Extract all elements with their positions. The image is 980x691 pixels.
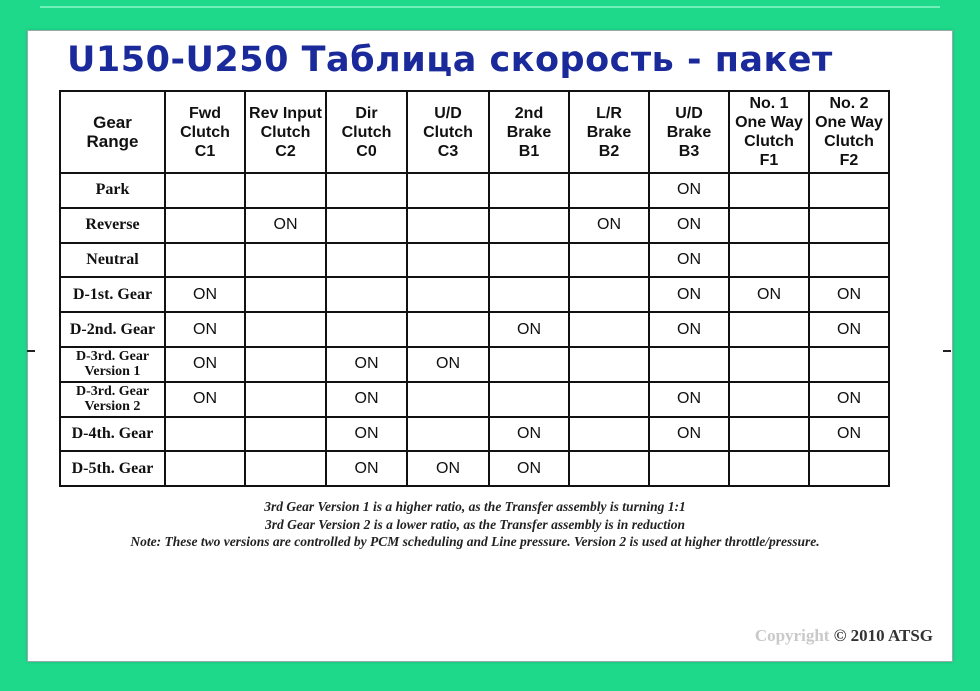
table-cell	[729, 208, 809, 243]
table-cell: ON	[649, 208, 729, 243]
table-cell	[407, 243, 489, 278]
table-cell	[729, 243, 809, 278]
table-cell	[407, 277, 489, 312]
table-row	[60, 208, 889, 243]
table-cell	[326, 173, 407, 208]
table-cell	[489, 208, 569, 243]
top-accent-line	[40, 6, 940, 8]
footnote-version-1: 3rd Gear Version 1 is a higher ratio, as the Transfer assembly is turning 1:1	[264, 499, 686, 514]
header-dir-clutch-c0: Dir Clutch C0	[326, 91, 407, 173]
row-label: D-5th. Gear	[60, 451, 165, 486]
table-cell: ON	[649, 243, 729, 278]
table-cell	[649, 347, 729, 382]
row-label: D-3rd. Gear Version 1	[60, 347, 165, 382]
table-cell: ON	[649, 312, 729, 347]
table-cell	[569, 417, 649, 452]
table-cell	[809, 243, 889, 278]
table-cell: ON	[165, 312, 245, 347]
header-gear-range: Gear Range	[60, 91, 165, 173]
table-cell	[569, 382, 649, 417]
table-row	[60, 382, 889, 417]
table-cell	[729, 382, 809, 417]
row-label: D-2nd. Gear	[60, 312, 165, 347]
table-cell	[649, 451, 729, 486]
table-cell: ON	[407, 451, 489, 486]
table-cell: ON	[165, 347, 245, 382]
table-cell	[165, 243, 245, 278]
left-edge-mark	[27, 350, 35, 352]
table-cell	[407, 208, 489, 243]
table-cell: ON	[729, 277, 809, 312]
table-header-row	[60, 91, 889, 173]
table-cell	[326, 208, 407, 243]
table-cell	[569, 243, 649, 278]
copyright-text: © 2010 ATSG	[833, 626, 933, 645]
table-cell	[809, 208, 889, 243]
table-cell: ON	[649, 382, 729, 417]
table-cell: ON	[165, 382, 245, 417]
table-cell: ON	[649, 417, 729, 452]
row-label: Reverse	[60, 208, 165, 243]
table-cell	[407, 312, 489, 347]
table-cell	[569, 312, 649, 347]
table-cell: ON	[649, 173, 729, 208]
header-one-way-clutch-f1: No. 1 One Way Clutch F1	[729, 91, 809, 173]
header-fwd-clutch-c1: Fwd Clutch C1	[165, 91, 245, 173]
table-cell	[729, 173, 809, 208]
row-label: Neutral	[60, 243, 165, 278]
table-cell: ON	[326, 382, 407, 417]
table-row	[60, 417, 889, 452]
table-cell	[326, 243, 407, 278]
table-cell	[407, 173, 489, 208]
table-cell	[489, 173, 569, 208]
table-cell	[809, 451, 889, 486]
footnote-pcm-note: Note: These two versions are controlled by PCM scheduling and Line pressure. Version 2 is used at higher throttle/pressure.	[130, 534, 820, 549]
table-cell: ON	[569, 208, 649, 243]
table-cell: ON	[407, 347, 489, 382]
table-row	[60, 277, 889, 312]
table-cell: ON	[489, 312, 569, 347]
table-cell	[326, 277, 407, 312]
header-one-way-clutch-f2: No. 2 One Way Clutch F2	[809, 91, 889, 173]
table-cell: ON	[809, 277, 889, 312]
table-cell	[729, 312, 809, 347]
header-2nd-brake-b1: 2nd Brake B1	[489, 91, 569, 173]
copyright	[755, 626, 933, 646]
table-row	[60, 451, 889, 486]
table-cell: ON	[326, 347, 407, 382]
table-cell: ON	[489, 451, 569, 486]
table-cell	[809, 173, 889, 208]
table-cell	[165, 208, 245, 243]
table-cell	[245, 277, 326, 312]
table-cell	[489, 347, 569, 382]
table-cell	[407, 417, 489, 452]
table-cell: ON	[489, 417, 569, 452]
footnotes	[60, 498, 890, 551]
table-row	[60, 312, 889, 347]
table-cell	[165, 173, 245, 208]
table-cell: ON	[809, 417, 889, 452]
table-cell	[729, 347, 809, 382]
header-ud-brake-b3: U/D Brake B3	[649, 91, 729, 173]
gear-range-table	[59, 90, 890, 487]
table-cell	[729, 417, 809, 452]
table-row	[60, 173, 889, 208]
table-cell: ON	[809, 382, 889, 417]
header-rev-input-clutch-c2: Rev Input Clutch C2	[245, 91, 326, 173]
table-cell	[809, 347, 889, 382]
table-cell	[569, 173, 649, 208]
page-title: U150-U250 Таблица скорость - пакет	[67, 40, 833, 80]
table-cell: ON	[649, 277, 729, 312]
row-label: D-3rd. Gear Version 2	[60, 382, 165, 417]
footnote-version-2: 3rd Gear Version 2 is a lower ratio, as the Transfer assembly is in reduction	[265, 516, 685, 532]
table-cell	[245, 173, 326, 208]
table-cell	[569, 277, 649, 312]
header-lr-brake-b2: L/R Brake B2	[569, 91, 649, 173]
table-cell: ON	[326, 451, 407, 486]
table-cell: ON	[809, 312, 889, 347]
table-row	[60, 243, 889, 278]
table-cell	[245, 451, 326, 486]
row-label: D-1st. Gear	[60, 277, 165, 312]
table-cell	[569, 347, 649, 382]
table-cell	[729, 451, 809, 486]
table-body	[60, 173, 889, 486]
table-cell	[165, 417, 245, 452]
table-cell	[245, 417, 326, 452]
header-ud-clutch-c3: U/D Clutch C3	[407, 91, 489, 173]
table-cell	[326, 312, 407, 347]
table-cell	[165, 451, 245, 486]
row-label: Park	[60, 173, 165, 208]
table-cell: ON	[245, 208, 326, 243]
table-cell	[245, 312, 326, 347]
table-row	[60, 347, 889, 382]
table-cell	[489, 243, 569, 278]
table-cell: ON	[326, 417, 407, 452]
table-cell	[489, 382, 569, 417]
table-cell	[569, 451, 649, 486]
right-edge-mark	[943, 350, 951, 352]
table-cell	[245, 382, 326, 417]
table-cell	[407, 382, 489, 417]
table-cell	[489, 277, 569, 312]
table-cell: ON	[165, 277, 245, 312]
table-cell	[245, 243, 326, 278]
row-label: D-4th. Gear	[60, 417, 165, 452]
table-cell	[245, 347, 326, 382]
copyright-faded-word: Copyright	[754, 626, 830, 645]
